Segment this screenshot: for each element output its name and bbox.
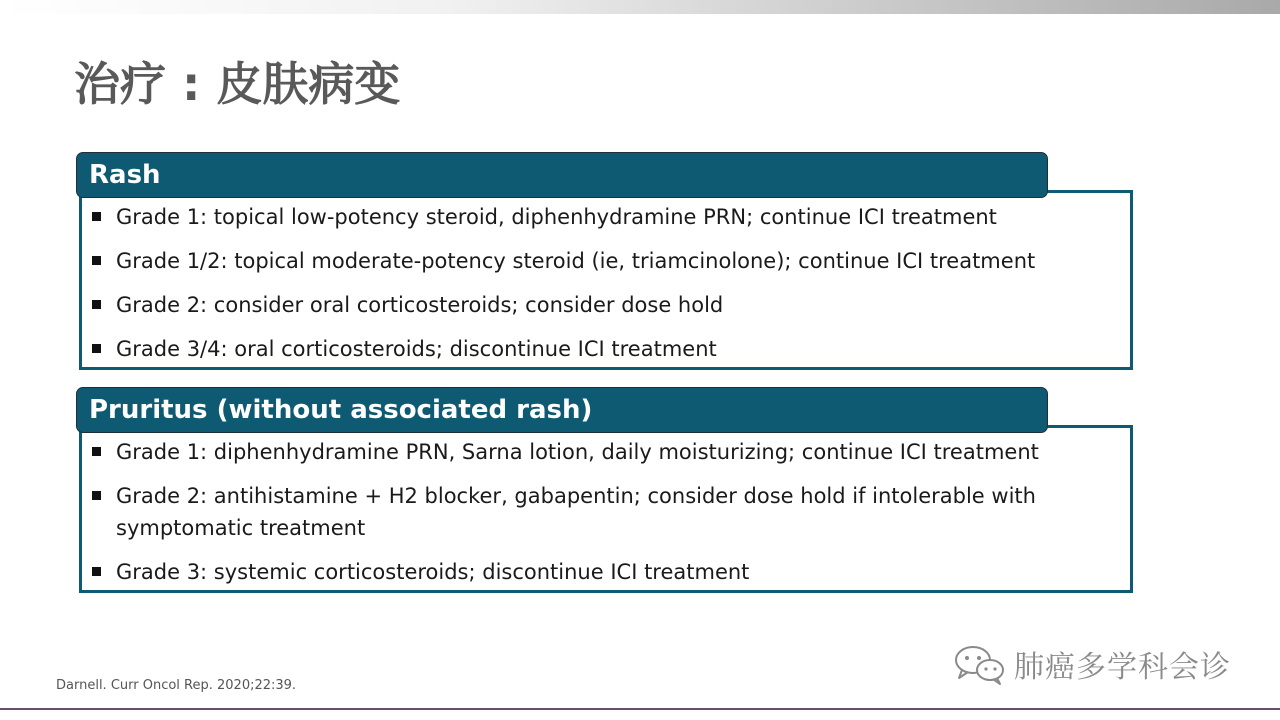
slide-title: 治疗 : 皮肤病变 (74, 57, 401, 111)
watermark-text: 肺癌多学科会诊 (1014, 650, 1231, 685)
list-item (92, 245, 1122, 277)
square-bullet-icon (92, 344, 101, 353)
list-item (92, 436, 1122, 468)
list-item-text: Grade 1/2: topical moderate-potency steroid (ie, triamcinolone); continue ICI treatment (116, 249, 1036, 273)
square-bullet-icon (92, 256, 101, 265)
list-item (92, 556, 1122, 588)
list-item-text: Grade 2: consider oral corticosteroids; consider dose hold (116, 293, 724, 317)
list-item (92, 480, 1052, 544)
square-bullet-icon (92, 567, 101, 576)
citation: Darnell. Curr Oncol Rep. 2020;22:39. (56, 678, 297, 693)
watermark (952, 642, 1231, 686)
square-bullet-icon (92, 300, 101, 309)
list-item (92, 333, 1122, 365)
list-item-text: Grade 1: diphenhydramine PRN, Sarna lotion, daily moisturizing; continue ICI treatment (116, 440, 1039, 464)
pruritus-section-header: Pruritus (without associated rash) (76, 387, 1048, 433)
square-bullet-icon (92, 447, 101, 456)
square-bullet-icon (92, 212, 101, 221)
rash-section-header: Rash (76, 152, 1048, 198)
pruritus-section-box (79, 425, 1133, 593)
square-bullet-icon (92, 491, 101, 500)
list-item (92, 289, 1122, 321)
rash-section-box (79, 190, 1133, 370)
wechat-icon (952, 642, 1008, 686)
top-gradient-bar (0, 0, 1280, 14)
list-item-text: Grade 3/4: oral corticosteroids; discontinue ICI treatment (116, 337, 717, 361)
list-item (92, 201, 1122, 233)
list-item-text: Grade 3: systemic corticosteroids; discontinue ICI treatment (116, 560, 750, 584)
list-item-text: Grade 1: topical low-potency steroid, diphenhydramine PRN; continue ICI treatment (116, 205, 997, 229)
list-item-text: Grade 2: antihistamine + H2 blocker, gabapentin; consider dose hold if intolerable with symptomatic treatment (116, 484, 1036, 540)
bottom-rule (0, 708, 1280, 710)
